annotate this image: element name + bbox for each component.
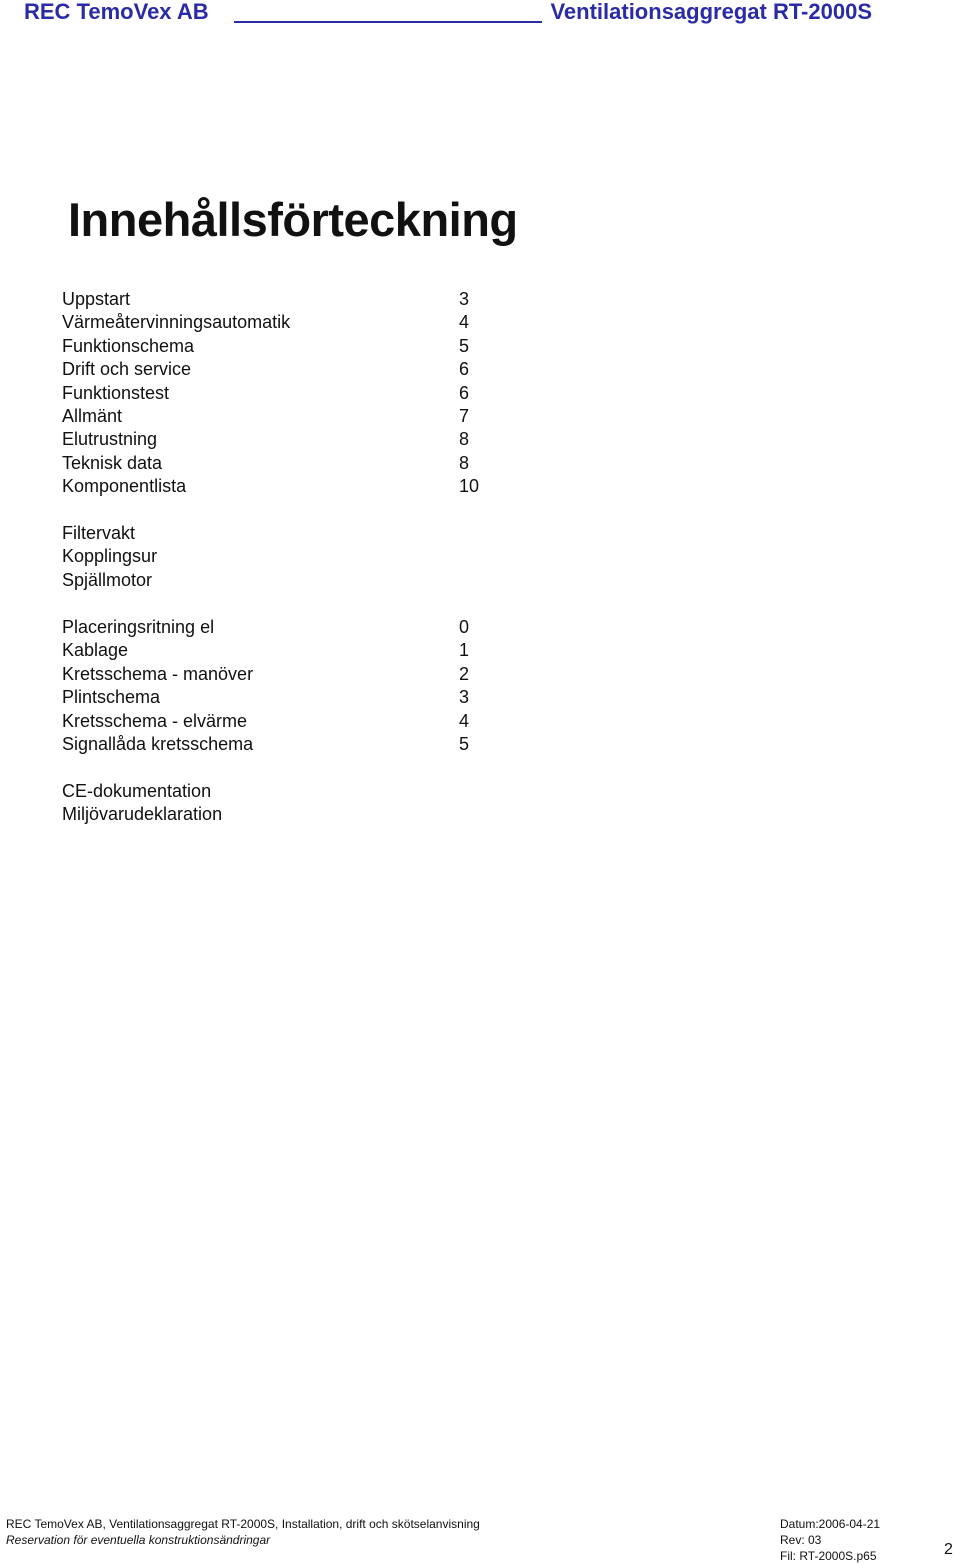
toc-group-electrical: [62, 616, 502, 756]
toc-row: [62, 335, 502, 358]
toc-page: 6: [459, 359, 470, 380]
toc-row: [62, 358, 502, 381]
page-footer: [0, 1516, 960, 1564]
toc-page: 8: [459, 452, 470, 473]
toc-row: [62, 311, 502, 334]
toc-row: [62, 382, 502, 405]
toc-row: [62, 616, 502, 639]
toc-label: Kretsschema - manöver: [62, 663, 254, 684]
toc-label: Signallåda kretsschema: [62, 733, 254, 754]
toc-label: Komponentlista: [62, 476, 187, 497]
toc-group-documentation: [62, 780, 502, 827]
toc-label: Spjällmotor: [62, 569, 153, 590]
toc-row: [62, 428, 502, 451]
header-company: REC TemoVex AB: [24, 0, 209, 24]
toc-page: 3: [459, 289, 470, 309]
page-header: [24, 0, 872, 26]
footer-document-info: REC TemoVex AB, Ventilationsaggregat RT-2000S, Installation, drift och skötselanvisning: [6, 1517, 480, 1531]
toc-page: 1: [459, 640, 470, 661]
toc-row: [62, 545, 502, 568]
toc-label: Funktionschema: [62, 335, 195, 356]
toc-label: Uppstart: [62, 289, 131, 309]
page-number: 2: [944, 1541, 953, 1558]
toc-label: Placeringsritning el: [62, 617, 215, 637]
toc-label: CE-dokumentation: [62, 781, 212, 801]
toc-label: Miljövarudeklaration: [62, 804, 223, 825]
header-product: Ventilationsaggregat RT-2000S: [550, 0, 872, 24]
toc-page: 6: [459, 382, 470, 403]
toc-label: Kretsschema - elvärme: [62, 710, 248, 731]
toc-page: 5: [459, 335, 470, 356]
footer-disclaimer: Reservation för eventuella konstruktionsändringar: [6, 1533, 271, 1547]
toc-row: [62, 710, 502, 733]
footer-meta: [780, 1516, 880, 1564]
toc-page: 3: [459, 687, 470, 708]
toc-row: [62, 733, 502, 756]
toc-page: 8: [459, 429, 470, 450]
toc-label: Plintschema: [62, 687, 161, 708]
toc-row: [62, 475, 502, 498]
toc-page: 7: [459, 405, 470, 426]
footer-date: Datum:2006-04-21: [780, 1517, 881, 1531]
toc-row: [62, 452, 502, 475]
toc-label: Teknisk data: [62, 452, 163, 473]
header-rule: [234, 21, 542, 23]
toc-label: Funktionstest: [62, 382, 170, 403]
toc-page: 4: [459, 312, 470, 333]
toc-row: [62, 780, 502, 803]
toc-row: [62, 803, 502, 826]
toc-label: Värmeåtervinningsautomatik: [62, 312, 291, 333]
toc-label: Filtervakt: [62, 523, 136, 543]
footer-filename: Fil: RT-2000S.p65: [780, 1549, 877, 1563]
toc-label: Kopplingsur: [62, 546, 158, 567]
toc-row: [62, 569, 502, 592]
page-title: Innehållsförteckning: [68, 193, 518, 246]
toc-row: [62, 288, 502, 311]
toc-row: [62, 405, 502, 428]
toc-page: 4: [459, 710, 470, 731]
toc-page: 10: [459, 476, 480, 497]
toc-label: Elutrustning: [62, 429, 158, 450]
toc-label: Drift och service: [62, 359, 192, 380]
toc-row: [62, 686, 502, 709]
toc-group-main: [62, 288, 502, 499]
footer-revision: Rev: 03: [780, 1533, 822, 1547]
toc-row: [62, 639, 502, 662]
toc-row: [62, 522, 502, 545]
toc-label: Allmänt: [62, 405, 123, 426]
toc-page: 0: [459, 617, 470, 637]
toc-group-components: [62, 522, 502, 592]
toc-page: 5: [459, 733, 470, 754]
toc-label: Kablage: [62, 640, 129, 661]
toc-row: [62, 663, 502, 686]
toc-page: 2: [459, 663, 470, 684]
